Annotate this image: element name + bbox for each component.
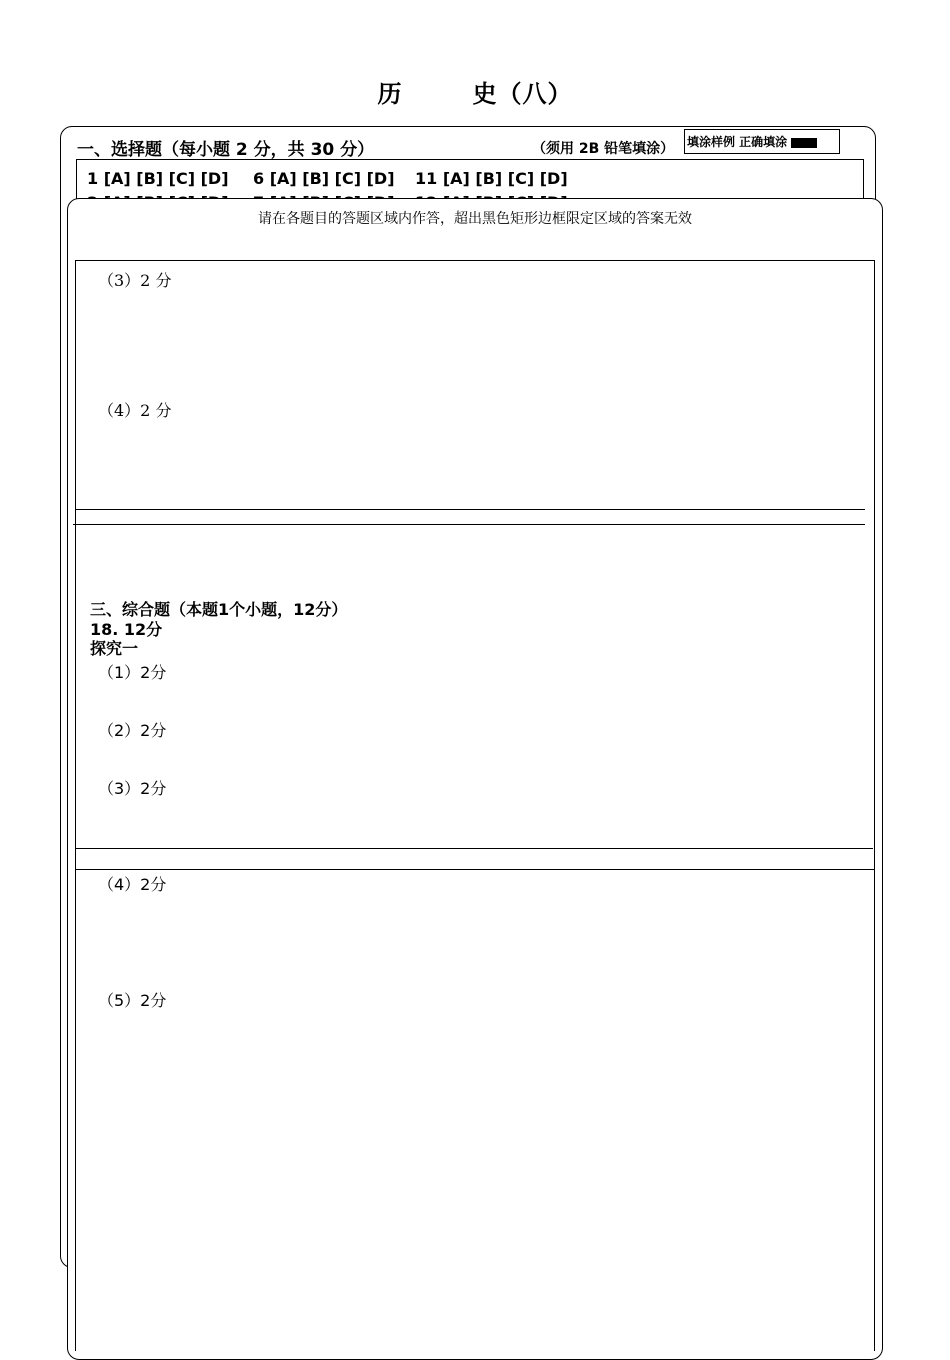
divider-line	[75, 869, 875, 870]
mcq-item-1[interactable]: 1 [A] [B] [C] [D]	[87, 169, 229, 188]
answer-region	[75, 260, 875, 1351]
question-4-label: （4）2 分	[98, 401, 172, 420]
mcq-item-11[interactable]: 11 [A] [B] [C] [D]	[415, 169, 568, 188]
explore-one-label: 探究一	[90, 639, 139, 658]
section3-heading: 三、综合题（本题1个小题，12分）	[90, 600, 348, 619]
mcq-item-6[interactable]: 6 [A] [B] [C] [D]	[253, 169, 395, 188]
divider-line	[75, 509, 865, 510]
explore-q1-label: （1）2分	[98, 663, 167, 682]
divider-line	[75, 848, 873, 849]
section1-heading: 一、选择题（每小题 2 分，共 30 分）	[77, 140, 375, 160]
filled-box-icon	[791, 138, 817, 148]
divider-line	[73, 524, 865, 525]
question-3-label: （3）2 分	[98, 271, 172, 290]
explore-q4-label: （4）2分	[98, 875, 167, 894]
explore-q3-label: （3）2分	[98, 779, 167, 798]
explore-q5-label: （5）2分	[98, 991, 167, 1010]
answer-area-notice: 请在各题目的答题区域内作答，超出黑色矩形边框限定区域的答案无效	[258, 211, 692, 227]
title-left: 历	[377, 80, 403, 108]
mcq-row-1	[87, 169, 568, 188]
fill-sample-label: 填涂样例 正确填涂	[687, 135, 788, 149]
title-right: 史（八）	[472, 80, 573, 108]
pencil-note: （须用 2B 铅笔填涂）	[532, 141, 675, 157]
page-title	[0, 74, 950, 109]
fill-sample	[684, 129, 840, 154]
question-18-label: 18. 12分	[90, 620, 163, 639]
explore-q2-label: （2）2分	[98, 721, 167, 740]
